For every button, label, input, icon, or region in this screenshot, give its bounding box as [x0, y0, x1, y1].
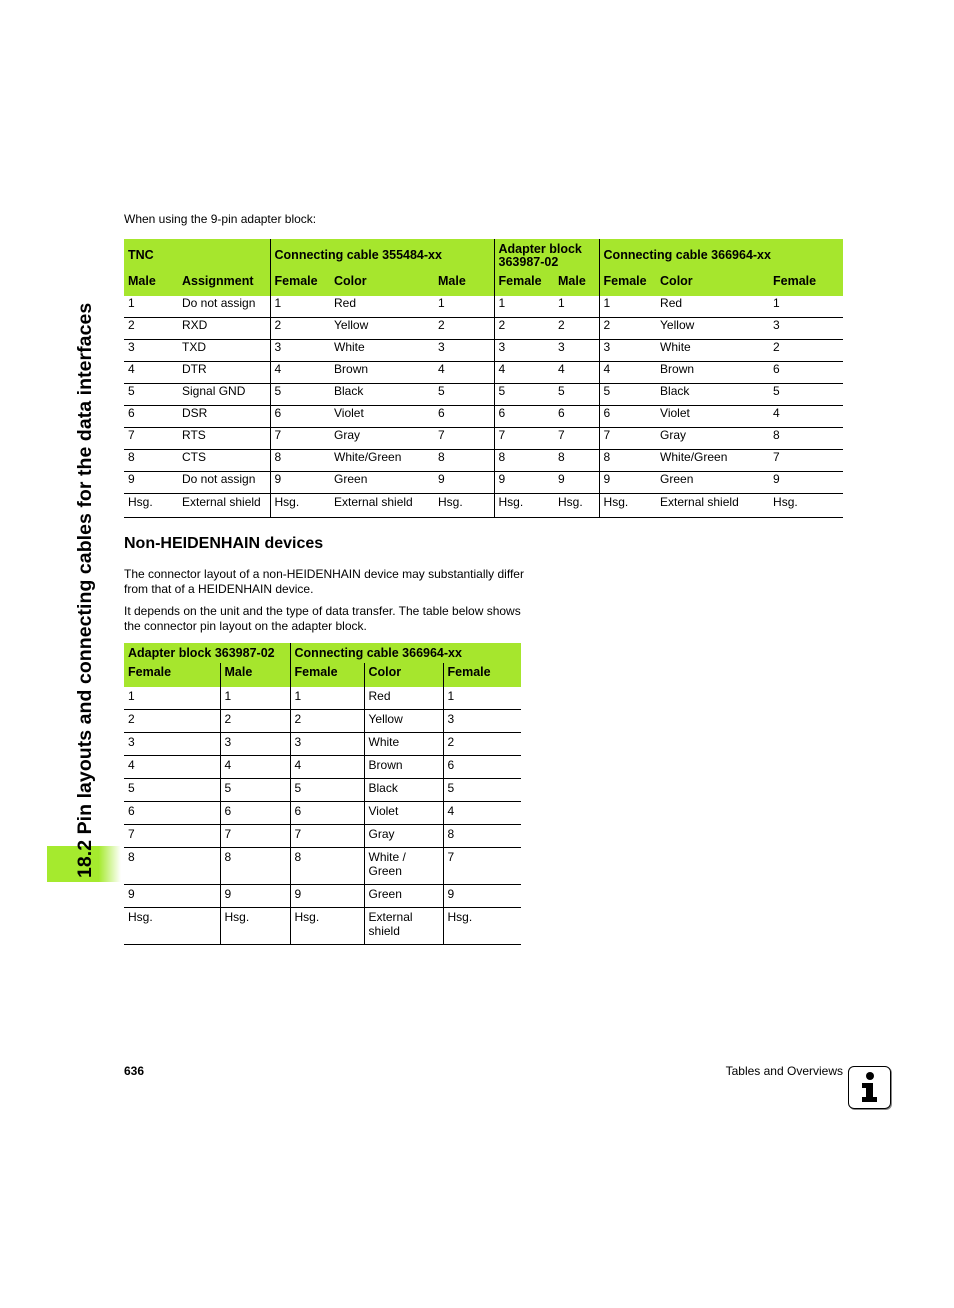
table-cell: 5 — [220, 779, 290, 802]
table-cell: 2 — [554, 318, 599, 340]
table-cell: 8 — [124, 450, 178, 472]
table-row — [124, 340, 843, 362]
table-cell: 1 — [220, 687, 290, 710]
table-cell: White/Green — [330, 450, 434, 472]
table-cell: Green — [364, 885, 443, 908]
group-header-adapter-block: Adapter block 363987-02 — [494, 239, 599, 273]
table-cell: 3 — [270, 340, 330, 362]
column-header: Female — [769, 273, 843, 297]
side-chapter-title: 18.2 Pin layouts and connecting cables for the data interfaces — [74, 302, 96, 878]
table-cell: Signal GND — [178, 384, 270, 406]
table-cell: 4 — [124, 756, 220, 779]
table-cell: 3 — [443, 710, 521, 733]
group-header-cable-366964: Connecting cable 366964-xx — [290, 643, 521, 663]
table-cell: 1 — [494, 296, 554, 318]
table-row — [124, 687, 521, 710]
table-cell: 8 — [220, 848, 290, 885]
table-cell: White / Green — [364, 848, 443, 885]
group-header-adapter-block: Adapter block 363987-02 — [124, 643, 290, 663]
table-cell: Red — [364, 687, 443, 710]
table-row — [124, 318, 843, 340]
table-cell: 2 — [769, 340, 843, 362]
table-cell: 4 — [220, 756, 290, 779]
table-cell: 9 — [769, 472, 843, 494]
table-cell: 7 — [124, 428, 178, 450]
table-cell: DSR — [178, 406, 270, 428]
table-cell: 8 — [290, 848, 364, 885]
table-cell: Gray — [330, 428, 434, 450]
intro-text: When using the 9-pin adapter block: — [124, 212, 317, 226]
table-cell: 4 — [494, 362, 554, 384]
table-cell: Hsg. — [554, 494, 599, 518]
table-row — [124, 733, 521, 756]
table-cell: 2 — [434, 318, 494, 340]
table-cell: 7 — [434, 428, 494, 450]
table-cell: Yellow — [656, 318, 769, 340]
table-cell: 8 — [769, 428, 843, 450]
table-cell: 9 — [124, 472, 178, 494]
table-cell: Hsg. — [220, 908, 290, 945]
table-cell: 9 — [599, 472, 656, 494]
table-cell: Brown — [656, 362, 769, 384]
table-cell: 4 — [554, 362, 599, 384]
table-cell: 8 — [494, 450, 554, 472]
table-cell: Hsg. — [599, 494, 656, 518]
table-cell: 9 — [290, 885, 364, 908]
table-cell: 2 — [270, 318, 330, 340]
table-cell: 4 — [124, 362, 178, 384]
table-cell: 6 — [494, 406, 554, 428]
table-cell: 5 — [124, 384, 178, 406]
column-header: Color — [330, 273, 434, 297]
table-cell: 2 — [124, 318, 178, 340]
table-cell: Hsg. — [270, 494, 330, 518]
table-row — [124, 802, 521, 825]
table-cell: 4 — [599, 362, 656, 384]
table-row — [124, 848, 521, 885]
table-cell: 7 — [124, 825, 220, 848]
table-cell: Green — [330, 472, 434, 494]
paragraph: The connector layout of a non-HEIDENHAIN device may substantially differ from that of a HEIDENHAIN device. — [124, 567, 524, 596]
table-cell: 2 — [124, 710, 220, 733]
table-cell: 6 — [554, 406, 599, 428]
table-row — [124, 908, 521, 945]
column-header: Female — [443, 663, 521, 687]
table-cell: Hsg. — [443, 908, 521, 945]
table-cell: 5 — [124, 779, 220, 802]
table-cell: Hsg. — [290, 908, 364, 945]
table-cell: 3 — [124, 340, 178, 362]
table-cell: Black — [330, 384, 434, 406]
table-cell: 7 — [769, 450, 843, 472]
column-header: Color — [656, 273, 769, 297]
column-header: Color — [364, 663, 443, 687]
table-cell: 1 — [124, 687, 220, 710]
table-cell: 7 — [220, 825, 290, 848]
table-cell: Gray — [656, 428, 769, 450]
table-cell: 4 — [434, 362, 494, 384]
table-cell: Gray — [364, 825, 443, 848]
table-cell: 3 — [220, 733, 290, 756]
table-cell: 6 — [443, 756, 521, 779]
table-row — [124, 710, 521, 733]
table-cell: CTS — [178, 450, 270, 472]
table-cell: 7 — [270, 428, 330, 450]
table-cell: 5 — [270, 384, 330, 406]
table-cell: 1 — [434, 296, 494, 318]
table-row — [124, 494, 843, 518]
table-cell: 7 — [494, 428, 554, 450]
table-cell: Hsg. — [434, 494, 494, 518]
table-row — [124, 756, 521, 779]
table-cell: External shield — [364, 908, 443, 945]
table-cell: 6 — [270, 406, 330, 428]
table-cell: Do not assign — [178, 472, 270, 494]
table-cell: 1 — [769, 296, 843, 318]
table-cell: 8 — [124, 848, 220, 885]
group-header-cable-355484: Connecting cable 355484-xx — [270, 239, 494, 273]
table-cell: 8 — [554, 450, 599, 472]
table-cell: RTS — [178, 428, 270, 450]
table-cell: 8 — [434, 450, 494, 472]
table-cell: 1 — [443, 687, 521, 710]
table-cell: External shield — [178, 494, 270, 518]
paragraph: It depends on the unit and the type of data transfer. The table below shows the connector pin layout on the adapter block. — [124, 604, 521, 633]
table-cell: Red — [330, 296, 434, 318]
table-cell: 6 — [124, 802, 220, 825]
table-cell: Red — [656, 296, 769, 318]
table-cell: 3 — [769, 318, 843, 340]
table-cell: Yellow — [330, 318, 434, 340]
table-cell: 1 — [270, 296, 330, 318]
table-cell: 9 — [124, 885, 220, 908]
table-cell: 6 — [434, 406, 494, 428]
column-header: Female — [290, 663, 364, 687]
table-cell: 7 — [443, 848, 521, 885]
table-cell: 5 — [599, 384, 656, 406]
table-cell: 9 — [443, 885, 521, 908]
table-cell: 2 — [220, 710, 290, 733]
table-cell: 6 — [290, 802, 364, 825]
table-cell: Violet — [330, 406, 434, 428]
table-cell: RXD — [178, 318, 270, 340]
column-header: Female — [124, 663, 220, 687]
table-cell: Black — [656, 384, 769, 406]
table-cell: 5 — [769, 384, 843, 406]
table-cell: 6 — [220, 802, 290, 825]
table-cell: 5 — [290, 779, 364, 802]
table-cell: 1 — [124, 296, 178, 318]
footer-section-title: Tables and Overviews — [725, 1064, 843, 1078]
table-row — [124, 296, 843, 318]
table-cell: Hsg. — [124, 908, 220, 945]
column-header: Female — [599, 273, 656, 297]
table-cell: 9 — [434, 472, 494, 494]
table-row — [124, 384, 843, 406]
table-row — [124, 825, 521, 848]
column-header: Female — [494, 273, 554, 297]
table-cell: White — [656, 340, 769, 362]
table-cell: Hsg. — [494, 494, 554, 518]
table-cell: 9 — [220, 885, 290, 908]
table-cell: 5 — [434, 384, 494, 406]
table-cell: 9 — [554, 472, 599, 494]
table-cell: 6 — [124, 406, 178, 428]
table-cell: 4 — [270, 362, 330, 384]
table-cell: 3 — [494, 340, 554, 362]
table-row — [124, 362, 843, 384]
column-header: Male — [554, 273, 599, 297]
table-cell: External shield — [656, 494, 769, 518]
table-cell: Hsg. — [124, 494, 178, 518]
table-row — [124, 406, 843, 428]
table-cell: TXD — [178, 340, 270, 362]
table-cell: Yellow — [364, 710, 443, 733]
table-cell: DTR — [178, 362, 270, 384]
table-cell: White — [330, 340, 434, 362]
table-cell: 2 — [494, 318, 554, 340]
table-cell: Black — [364, 779, 443, 802]
table-cell: 2 — [443, 733, 521, 756]
table-cell: Brown — [330, 362, 434, 384]
info-icon — [848, 1066, 891, 1109]
table-cell: 4 — [769, 406, 843, 428]
table-row — [124, 779, 521, 802]
table-cell: 3 — [124, 733, 220, 756]
table-cell: 7 — [599, 428, 656, 450]
table-cell: 1 — [554, 296, 599, 318]
table-cell: 6 — [599, 406, 656, 428]
column-header: Female — [270, 273, 330, 297]
section-heading: Non-HEIDENHAIN devices — [124, 535, 324, 552]
column-header: Male — [220, 663, 290, 687]
table-cell: 3 — [290, 733, 364, 756]
table-cell: 5 — [443, 779, 521, 802]
table-cell: 8 — [599, 450, 656, 472]
column-header: Male — [434, 273, 494, 297]
table-cell: 8 — [270, 450, 330, 472]
table-cell: Green — [656, 472, 769, 494]
table-cell: White/Green — [656, 450, 769, 472]
column-header: Assignment — [178, 273, 270, 297]
table-cell: Hsg. — [769, 494, 843, 518]
table-cell: External shield — [330, 494, 434, 518]
table-cell: 8 — [443, 825, 521, 848]
table-cell: 3 — [554, 340, 599, 362]
table-cell: Violet — [656, 406, 769, 428]
table-cell: Do not assign — [178, 296, 270, 318]
adapter-pin-layout-table — [124, 643, 521, 945]
table-row — [124, 428, 843, 450]
table-cell: 4 — [443, 802, 521, 825]
table-cell: 7 — [290, 825, 364, 848]
page-number: 636 — [124, 1064, 145, 1078]
table-cell: 2 — [599, 318, 656, 340]
table-cell: White — [364, 733, 443, 756]
table-cell: 7 — [554, 428, 599, 450]
table-cell: 1 — [290, 687, 364, 710]
table-cell: Violet — [364, 802, 443, 825]
table-cell: Brown — [364, 756, 443, 779]
table-row — [124, 885, 521, 908]
table-row — [124, 450, 843, 472]
table-cell: 6 — [769, 362, 843, 384]
table-cell: 4 — [290, 756, 364, 779]
table-cell: 3 — [599, 340, 656, 362]
group-header-cable-366964: Connecting cable 366964-xx — [599, 239, 843, 273]
table-cell: 9 — [494, 472, 554, 494]
table-cell: 2 — [290, 710, 364, 733]
table-row — [124, 472, 843, 494]
column-header: Male — [124, 273, 178, 297]
table-cell: 3 — [434, 340, 494, 362]
pin-layout-table-9pin — [124, 239, 843, 518]
table-cell: 9 — [270, 472, 330, 494]
table-cell: 5 — [494, 384, 554, 406]
group-header-tnc: TNC — [124, 239, 270, 273]
table-cell: 1 — [599, 296, 656, 318]
table-cell: 5 — [554, 384, 599, 406]
